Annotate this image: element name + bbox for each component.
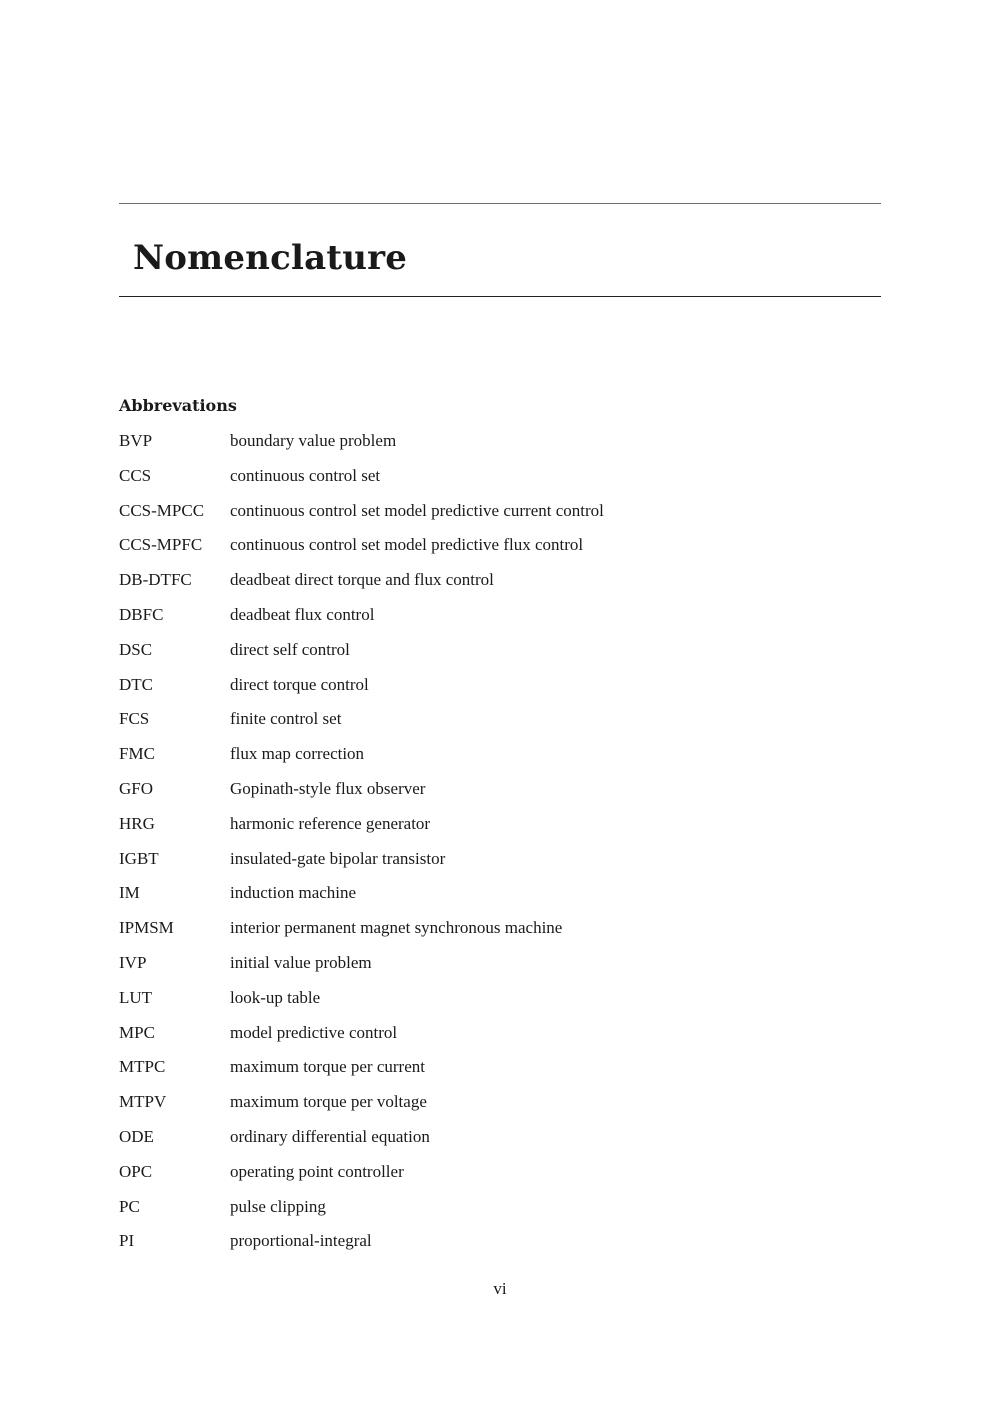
abbreviation-row (119, 430, 881, 465)
abbreviation-definition: direct torque control (230, 674, 369, 694)
abbreviation-row (119, 604, 881, 639)
abbreviation-row (119, 917, 881, 952)
abbreviation-definition: interior permanent magnet synchronous machine (230, 918, 563, 938)
abbreviation-row (119, 987, 881, 1022)
abbreviation-row (119, 1126, 881, 1161)
abbreviation-row (119, 743, 881, 778)
abbreviation-definition: Gopinath-style flux observer (230, 778, 426, 798)
abbreviation-row (119, 569, 881, 604)
abbreviation-row (119, 882, 881, 917)
abbreviation-term: HRG (119, 813, 155, 833)
abbreviation-row (119, 639, 881, 674)
abbreviation-row (119, 952, 881, 987)
abbreviation-term: IGBT (119, 848, 159, 868)
abbreviation-definition: proportional-integral (230, 1231, 372, 1251)
abbreviation-definition: maximum torque per current (230, 1057, 425, 1077)
abbreviation-row (119, 1196, 881, 1231)
abbreviation-definition: deadbeat direct torque and flux control (230, 570, 494, 590)
abbreviation-row (119, 1091, 881, 1126)
abbreviation-definition: look-up table (230, 987, 321, 1007)
abbreviation-definition: continuous control set model predictive current control (230, 500, 604, 520)
abbreviation-definition: maximum torque per voltage (230, 1092, 427, 1112)
abbreviation-row (119, 1230, 881, 1265)
abbreviation-definition: continuous control set model predictive flux control (230, 535, 584, 555)
abbreviation-row (119, 708, 881, 743)
abbreviation-term: PI (119, 1231, 135, 1251)
abbreviation-term: DTC (119, 674, 153, 694)
abbreviation-definition: boundary value problem (230, 431, 397, 450)
abbreviation-definition: finite control set (230, 709, 342, 729)
abbreviation-row (119, 465, 881, 500)
abbreviation-definition: pulse clipping (230, 1196, 326, 1216)
abbreviation-term: DBFC (119, 604, 164, 624)
abbreviation-term: ODE (119, 1126, 154, 1146)
abbreviation-definition: insulated-gate bipolar transistor (230, 848, 446, 868)
chapter-bottom-rule (119, 296, 881, 297)
abbreviation-term: LUT (119, 987, 153, 1007)
abbreviation-term: IVP (119, 952, 147, 972)
abbreviation-row (119, 1022, 881, 1057)
abbreviation-row (119, 848, 881, 883)
abbreviation-term: GFO (119, 778, 154, 798)
abbreviation-term: PC (119, 1196, 140, 1216)
abbreviation-row (119, 1056, 881, 1091)
abbreviation-term: MTPV (119, 1092, 167, 1112)
abbreviation-row (119, 674, 881, 709)
abbreviation-term: IPMSM (119, 918, 174, 938)
section-heading: Abbrevations (119, 396, 237, 415)
abbreviation-term: BVP (119, 431, 153, 450)
abbreviation-definition: initial value problem (230, 952, 372, 972)
abbreviation-definition: model predictive control (230, 1022, 398, 1042)
abbreviation-term: FMC (119, 744, 155, 764)
abbreviation-definition: ordinary differential equation (230, 1126, 430, 1146)
abbreviation-row (119, 500, 881, 535)
chapter-top-rule (119, 203, 881, 204)
abbreviation-definition: operating point controller (230, 1161, 404, 1181)
chapter-title: Nomenclature (133, 238, 408, 278)
page-number: vi (493, 1279, 507, 1298)
abbreviation-term: CCS (119, 465, 152, 485)
abbreviation-definition: induction machine (230, 883, 357, 903)
abbreviation-definition: harmonic reference generator (230, 813, 431, 833)
abbreviation-definition: deadbeat flux control (230, 604, 375, 624)
abbreviation-row (119, 778, 881, 813)
abbreviation-definition: flux map correction (230, 744, 365, 764)
abbreviation-term: CCS-MPFC (119, 535, 203, 555)
abbreviation-term: OPC (119, 1161, 153, 1181)
abbreviation-row (119, 813, 881, 848)
abbreviation-definition: direct self control (230, 639, 350, 659)
abbreviation-definition: continuous control set (230, 465, 381, 485)
abbreviation-list (119, 430, 881, 1265)
abbreviation-term: MPC (119, 1022, 155, 1042)
abbreviation-term: CCS-MPCC (119, 500, 205, 520)
abbreviation-row (119, 1161, 881, 1196)
abbreviation-term: FCS (119, 709, 150, 729)
abbreviation-term: MTPC (119, 1057, 166, 1077)
abbreviation-term: DSC (119, 639, 153, 659)
abbreviation-term: IM (119, 883, 140, 903)
abbreviation-term: DB-DTFC (119, 570, 192, 590)
abbreviation-row (119, 534, 881, 569)
